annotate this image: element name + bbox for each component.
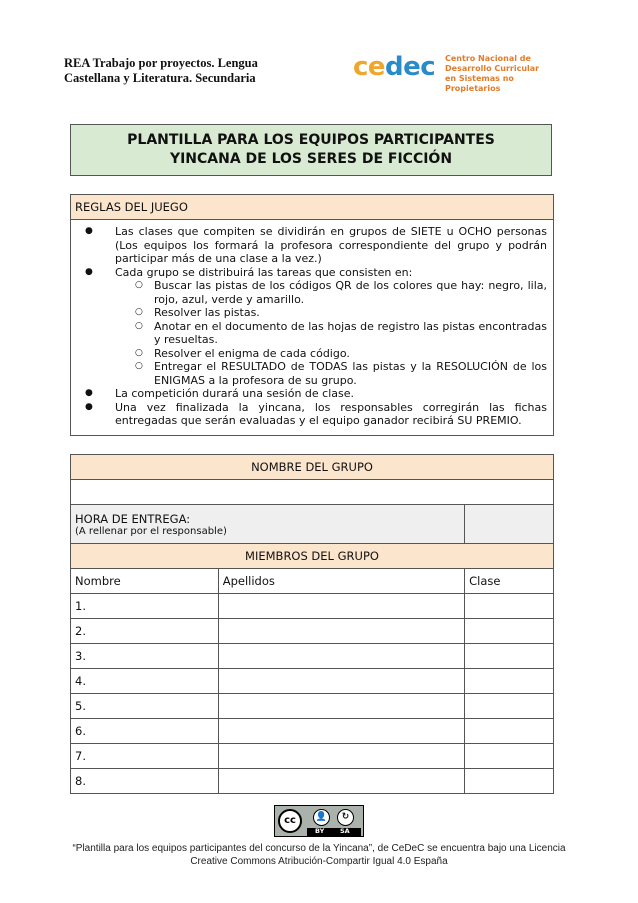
page-title-box — [70, 124, 552, 176]
group-form-table — [70, 454, 554, 794]
document-header-text — [64, 56, 284, 86]
column-header-class: Clase — [465, 569, 554, 594]
member-class-field[interactable] — [465, 719, 554, 744]
footer-line-2: Creative Commons Atribución-Compartir Igual 4.0 España — [190, 856, 448, 867]
rule-item-3: ● La competición durará una sesión de clase. — [85, 387, 547, 401]
member-name-field[interactable] — [71, 769, 219, 794]
member-class-field[interactable] — [465, 644, 554, 669]
delivery-time-label: HORA DE ENTREGA: — [75, 511, 191, 526]
member-surname-field[interactable] — [218, 669, 464, 694]
rule-subitem-2: ○ Resolver las pistas. — [85, 306, 547, 320]
member-number: 2. — [75, 624, 86, 638]
member-row — [71, 719, 554, 744]
rule-item-4: ● Una vez finalizada la yincana, los responsables corregirán las fichas entregadas que serán evaluadas y el equipo ganador recibirá SU PREMIO. — [85, 401, 547, 428]
member-surname-field[interactable] — [218, 719, 464, 744]
delivery-time-field[interactable] — [465, 505, 554, 544]
member-name-field[interactable] — [71, 669, 219, 694]
member-class-field[interactable] — [465, 744, 554, 769]
member-number: 4. — [75, 674, 86, 688]
cedec-logo — [353, 52, 553, 93]
group-name-heading-row — [71, 455, 554, 480]
member-name-field[interactable] — [71, 719, 219, 744]
member-number: 3. — [75, 649, 86, 663]
cedec-logo-word — [353, 52, 435, 82]
member-row — [71, 594, 554, 619]
member-number: 5. — [75, 699, 86, 713]
member-number: 8. — [75, 774, 86, 788]
member-surname-field[interactable] — [218, 769, 464, 794]
license-footer — [64, 842, 574, 868]
cc-icon: cc — [278, 809, 302, 833]
page-title-line-2: YINCANA DE LOS SERES DE FICCIÓN — [169, 151, 453, 167]
column-header-surname: Apellidos — [218, 569, 464, 594]
cc-attribution-share-alike — [307, 808, 361, 834]
member-number: 6. — [75, 724, 86, 738]
member-class-field[interactable] — [465, 594, 554, 619]
game-rules-box — [70, 194, 554, 436]
logo-line-1: Centro Nacional de — [445, 54, 531, 63]
creative-commons-badge[interactable] — [274, 805, 364, 837]
share-alike-icon: ↻ — [337, 809, 354, 826]
member-class-field[interactable] — [465, 619, 554, 644]
rule-subitem-3: ○ Anotar en el documento de las hojas de registro las pistas encontradas y resueltas. — [85, 320, 547, 347]
member-row — [71, 644, 554, 669]
member-number: 7. — [75, 749, 86, 763]
rule-item-2: ● Cada grupo se distribuirá las tareas que consisten en: — [85, 266, 547, 280]
member-row — [71, 619, 554, 644]
header-line-1: REA Trabajo por proyectos. Lengua — [64, 56, 258, 70]
header-line-2: Castellana y Literatura. Secundaria — [64, 71, 256, 85]
page-title-line-1: PLANTILLA PARA LOS EQUIPOS PARTICIPANTES — [127, 132, 495, 148]
logo-line-2: Desarrollo Curricular — [445, 64, 540, 73]
member-name-field[interactable] — [71, 619, 219, 644]
members-heading: MIEMBROS DEL GRUPO — [71, 544, 554, 569]
logo-word-part-ce: ce — [353, 52, 386, 82]
members-column-header-row — [71, 569, 554, 594]
rules-heading: REGLAS DEL JUEGO — [71, 195, 553, 220]
member-row — [71, 669, 554, 694]
member-name-field[interactable] — [71, 594, 219, 619]
rule-subitem-4: ○ Resolver el enigma de cada código. — [85, 347, 547, 361]
footer-line-1: “Plantilla para los equipos participantes del concurso de la Yincana”, de CeDeC se encuentra bajo una Licencia — [72, 843, 566, 854]
cc-by-label: BY — [315, 827, 325, 835]
member-surname-field[interactable] — [218, 594, 464, 619]
attribution-person-icon: 👤 — [313, 809, 330, 826]
rules-list — [71, 220, 553, 428]
delivery-time-note: (A rellenar por el responsable) — [75, 525, 227, 537]
member-name-field[interactable] — [71, 694, 219, 719]
member-name-field[interactable] — [71, 644, 219, 669]
members-heading-row — [71, 544, 554, 569]
delivery-time-label-cell — [71, 505, 465, 544]
member-surname-field[interactable] — [218, 694, 464, 719]
delivery-time-row — [71, 505, 554, 544]
logo-word-part-dec: dec — [385, 52, 436, 82]
group-name-field[interactable] — [71, 480, 554, 505]
rule-subitem-5: ○ Entregar el RESULTADO de TODAS las pistas y la RESOLUCIÓN de los ENIGMAS a la profesora de su grupo. — [85, 360, 547, 387]
group-name-input-row — [71, 480, 554, 505]
member-row — [71, 769, 554, 794]
member-class-field[interactable] — [465, 694, 554, 719]
member-row — [71, 744, 554, 769]
member-surname-field[interactable] — [218, 644, 464, 669]
rule-item-1: ● Las clases que compiten se dividirán en grupos de SIETE u OCHO personas (Los equipos los formará la profesora correspondiente del grupo y podrán participar más de una clase a la vez.) — [85, 225, 547, 266]
member-surname-field[interactable] — [218, 619, 464, 644]
member-number: 1. — [75, 599, 86, 613]
cedec-logo-subtitle — [445, 54, 553, 94]
member-name-field[interactable] — [71, 744, 219, 769]
column-header-name: Nombre — [71, 569, 219, 594]
member-row — [71, 694, 554, 719]
group-name-heading: NOMBRE DEL GRUPO — [71, 455, 554, 480]
member-surname-field[interactable] — [218, 744, 464, 769]
member-class-field[interactable] — [465, 769, 554, 794]
logo-line-3: en Sistemas no Propietarios — [445, 74, 514, 93]
member-class-field[interactable] — [465, 669, 554, 694]
rule-subitem-1: ○ Buscar las pistas de los códigos QR de los colores que hay: negro, lila, rojo, azul, verde y amarillo. — [85, 279, 547, 306]
cc-sa-label: SA — [340, 827, 350, 835]
